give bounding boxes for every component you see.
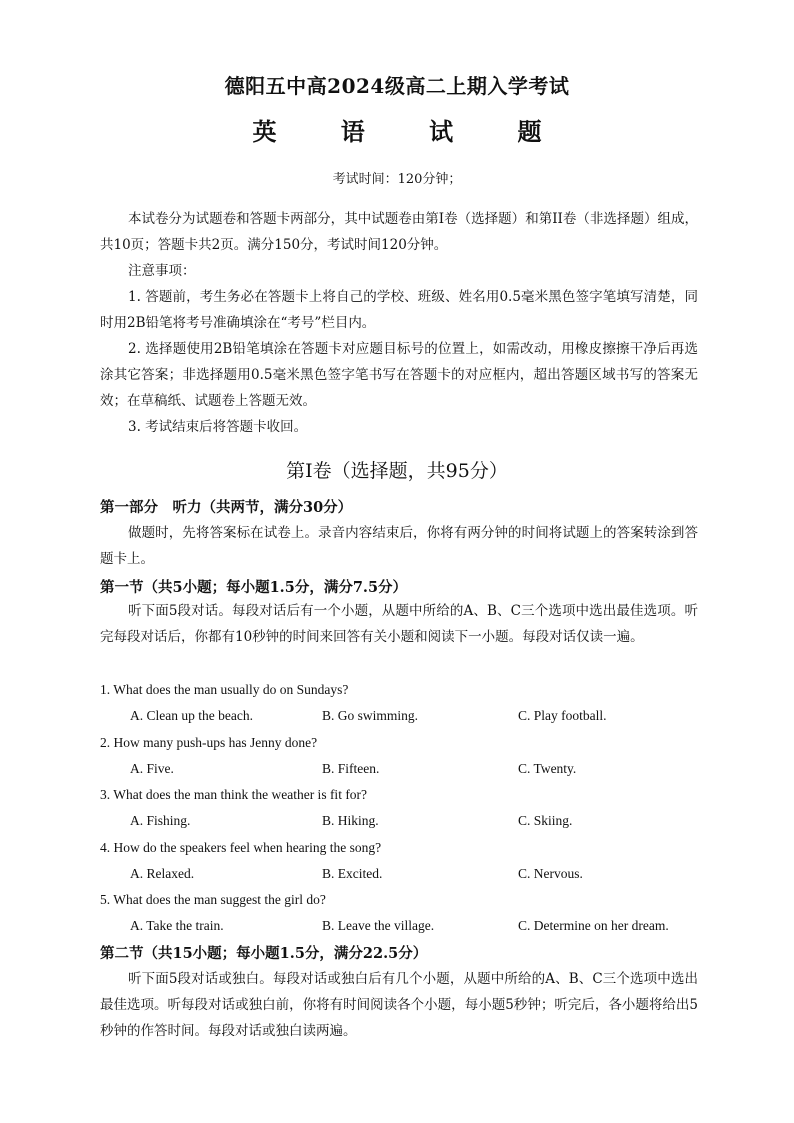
question-2-option-c: C. Twenty. xyxy=(518,761,577,776)
question-4-option-c: C. Nervous. xyxy=(518,866,583,881)
question-5-option-c: C. Determine on her dream. xyxy=(518,918,669,933)
exam-subject: 英 语 试 题 xyxy=(252,117,570,146)
question-1: 1. What does the man usually do on Sundays? xyxy=(100,682,349,697)
question-2: 2. How many push-ups has Jenny done? xyxy=(100,735,318,750)
section2-intro: 听下面5段对话或独白。每段对话或独白后有几个小题，从题中所给的A、B、C三个选项中选出最佳选项。听每段对话或独白前，你将有时间阅读各个小题，每小题5秒钟；听完后，各小题将给出5秒钟的作答时间。每段对话或独白读两遍。 xyxy=(100,971,698,1039)
volume-title: 第I卷（选择题，共95分） xyxy=(286,460,508,482)
question-1-option-c: C. Play football. xyxy=(518,708,607,723)
section2-heading: 第二节（共15小题；每小题1.5分，满分22.5分） xyxy=(100,945,428,962)
question-5-option-a: A. Take the train. xyxy=(130,918,224,933)
question-3-option-b: B. Hiking. xyxy=(322,813,379,828)
question-3: 3. What does the man think the weather is fit for? xyxy=(100,787,368,802)
notice-label: 注意事项： xyxy=(128,263,196,279)
question-5: 5. What does the man suggest the girl do? xyxy=(100,892,326,907)
exam-title: 德阳五中高2024级高二上期入学考试 xyxy=(224,74,570,98)
section1-intro: 听下面5段对话。每段对话后有一个小题，从题中所给的A、B、C三个选项中选出最佳选项。听完每段对话后，你都有10秒钟的时间来回答有关小题和阅读下一小题。每段对话仅读一遍。 xyxy=(100,603,698,645)
section1-heading: 第一节（共5小题；每小题1.5分，满分7.5分） xyxy=(100,579,408,596)
exam-time: 考试时间：120分钟； xyxy=(332,172,462,187)
question-4-option-b: B. Excited. xyxy=(322,866,383,881)
question-2-option-a: A. Five. xyxy=(130,761,174,776)
part1-heading: 第一部分 听力（共两节，满分30分） xyxy=(100,499,353,516)
question-5-option-b: B. Leave the village. xyxy=(322,918,435,933)
question-3-option-c: C. Skiing. xyxy=(518,813,573,828)
notice-item-2: 2. 选择题使用2B铅笔填涂在答题卡对应题目标号的位置上，如需改动，用橡皮擦擦干净后再选涂其它答案；非选择题用0.5毫米黑色签字笔书写在答题卡的对应框内，超出答题区域书写的答案无效；在草稿纸、试题卷上答题无效。 xyxy=(100,341,698,409)
question-2-option-b: B. Fifteen. xyxy=(322,761,380,776)
notice-item-3: 3. 考试结束后将答题卡收回。 xyxy=(128,419,308,435)
question-3-option-a: A. Fishing. xyxy=(130,813,191,828)
part1-intro: 做题时，先将答案标在试卷上。录音内容结束后，你将有两分钟的时间将试题上的答案转涂到答题卡上。 xyxy=(100,525,698,567)
question-4-option-a: A. Relaxed. xyxy=(130,866,195,881)
notice-item-1: 1. 答题前，考生务必在答题卡上将自己的学校、班级、姓名用0.5毫米黑色签字笔填写清楚，同时用2B铅笔将考号准确填涂在“考号”栏目内。 xyxy=(100,289,698,331)
intro-paragraph: 本试卷分为试题卷和答题卡两部分，其中试题卷由第I卷（选择题）和第II卷（非选择题）组成，共10页；答题卡共2页。满分150分，考试时间120分钟。 xyxy=(100,211,698,253)
question-1-option-a: A. Clean up the beach. xyxy=(130,708,253,723)
question-1-option-b: B. Go swimming. xyxy=(322,708,419,723)
question-4: 4. How do the speakers feel when hearing the song? xyxy=(100,840,382,855)
